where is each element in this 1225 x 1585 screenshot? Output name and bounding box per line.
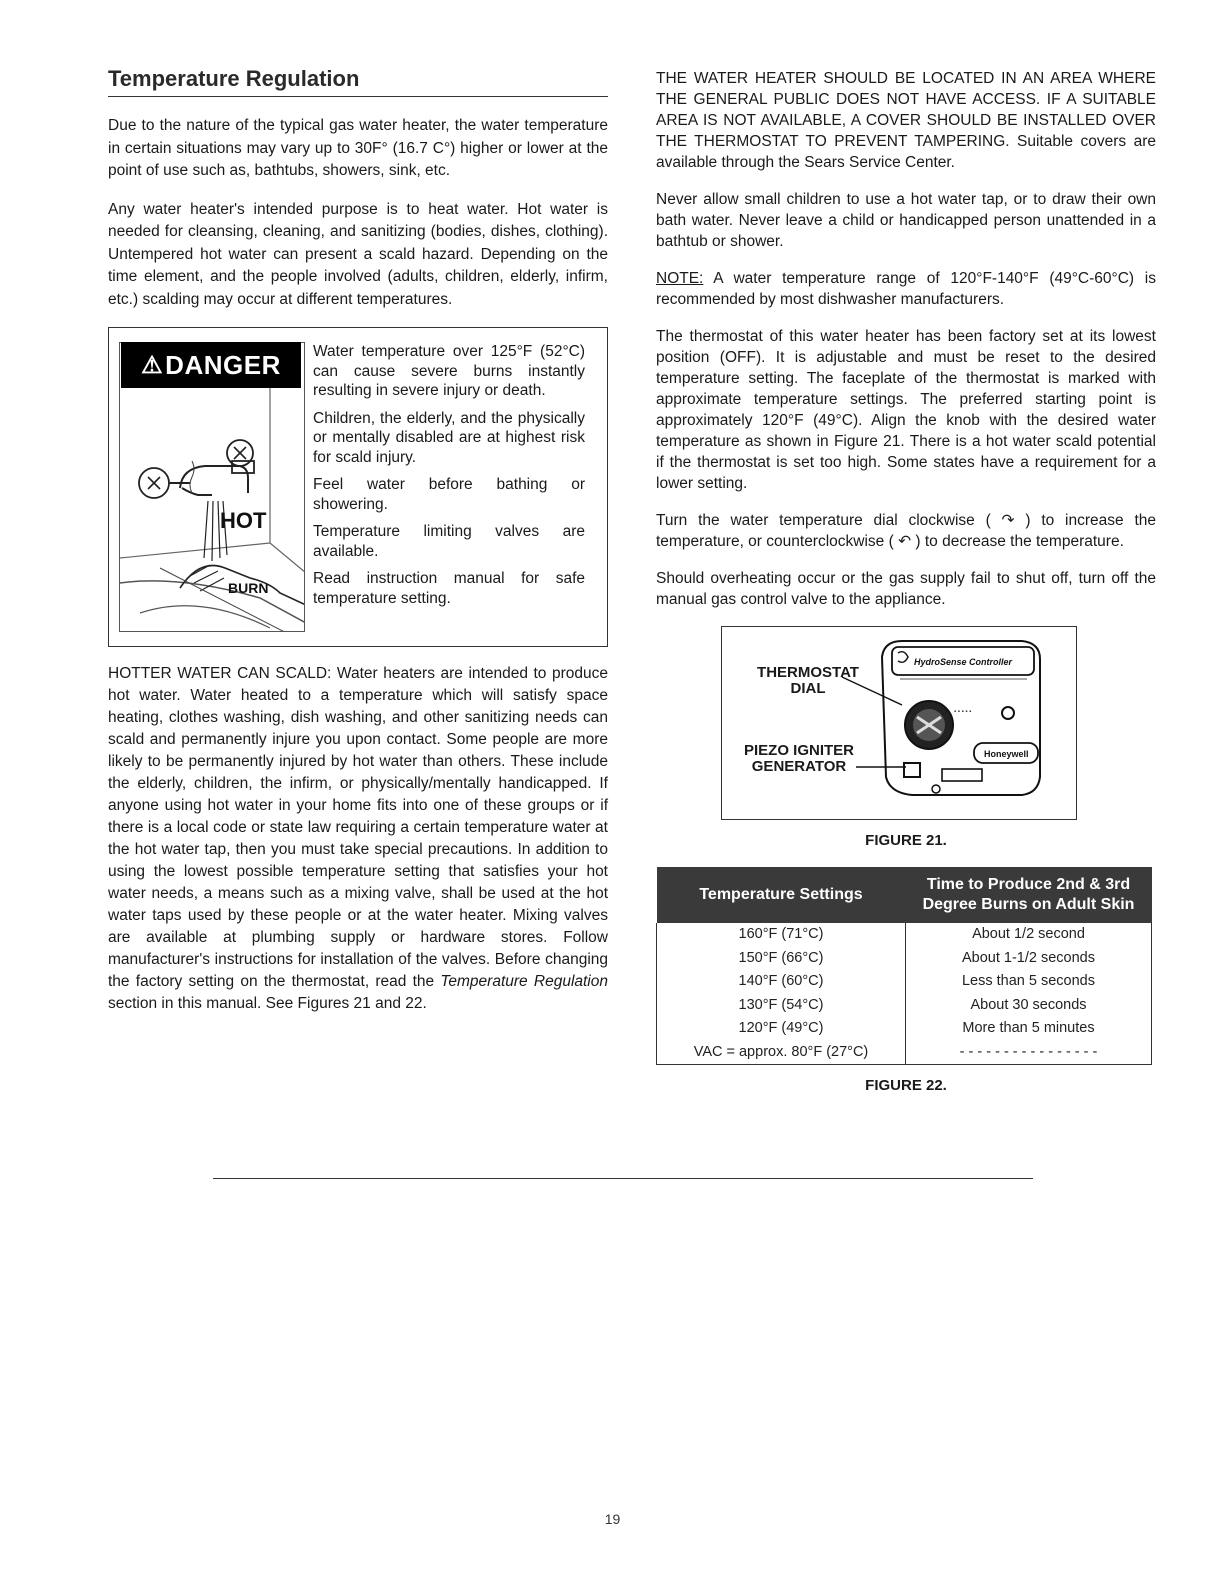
hot-label: HOT: [220, 508, 267, 533]
page-number: 19: [604, 1511, 621, 1527]
burn-time-table: [656, 867, 1152, 1065]
table-header-temperature: Temperature Settings: [657, 867, 906, 923]
table-cell: VAC = approx. 80°F (27°C): [657, 1041, 906, 1065]
left-column: [108, 66, 608, 1015]
section-reference: Temperature Regulation: [440, 973, 608, 990]
paragraph-location: [656, 68, 1156, 173]
table-cell: 160°F (71°C): [657, 923, 906, 947]
bottom-divider: [213, 1178, 1033, 1179]
table-cell: 150°F (66°C): [657, 947, 906, 971]
danger-item: Children, the elderly, and the physically or mentally disabled are at highest risk for scald injury.: [313, 409, 585, 466]
clockwise-arrow-icon: ↷: [990, 512, 1026, 529]
paragraph-dial-direction: [656, 510, 1156, 552]
danger-item: Temperature limiting valves are available.: [313, 523, 585, 560]
paragraph-note: [656, 268, 1156, 310]
table-cell: Less than 5 seconds: [906, 970, 1152, 994]
dial-text-a: Turn the water temperature dial clockwise (: [656, 512, 991, 529]
dial-text-c: ) to decrease the temperature.: [915, 533, 1124, 550]
table-cell: 120°F (49°C): [657, 1017, 906, 1041]
controller-brand-label: HydroSense Controller: [914, 657, 1013, 667]
note-text: A water temperature range of 120°F-140°F (49°C-60°C) is recommended by most dishwasher manufacturers.: [656, 270, 1156, 308]
figures-reference: section in this manual. See Figures 21 and 22.: [108, 995, 427, 1012]
danger-label: DANGER: [165, 349, 281, 380]
section-title: Temperature Regulation: [108, 66, 608, 97]
thermostat-controller-icon: [722, 627, 1075, 818]
table-cell: 130°F (54°C): [657, 994, 906, 1018]
danger-badge: [121, 342, 301, 388]
table-row: [657, 1017, 1152, 1041]
danger-warning-box: [108, 327, 608, 647]
figure-22-caption: FIGURE 22.: [865, 1077, 947, 1094]
danger-messages: [313, 342, 585, 616]
dial-text-b: ) to increase the temperature, or counterclockwise (: [656, 512, 1156, 550]
covers-note: Suitable covers are available through the Sears Service Center.: [656, 133, 1156, 171]
note-label: NOTE:: [656, 270, 704, 287]
svg-text:▪ ▪ ▪ ▪ ▪: ▪ ▪ ▪ ▪ ▪: [954, 709, 972, 715]
burn-label: BURN: [228, 580, 269, 596]
table-row: [657, 1041, 1152, 1065]
right-column: [656, 68, 1156, 1094]
paragraph-purpose: Any water heater's intended purpose is to heat water. Hot water is needed for cleansing, cleaning, and sanitizing (bodies, dishes, clothing). Untempered hot water can present a scald hazard. Depending on the time element, and the people involved (adults, children, elderly, infirm, etc.) scalding may occur at different temperatures.: [108, 200, 608, 308]
hotter-water-text: HOTTER WATER CAN SCALD: Water heaters are intended to produce hot water. Water heated to a temperature which will satisfy space heating, clothes washing, dish washing, and other sanitizing needs can scald and permanently injure you upon contact. Some people are more likely to be permanently injured by hot water than others. These include the elderly, children, the infirm, or physically/mentally handicapped. If anyone using hot water in your home fits into one of these groups or if there is a local code or state law requiring a certain temperature water at the hot water tap, then you must take special precautions. In addition to using the lowest possible temperature setting that satisfies your hot water needs, a means such as a mixing valve, shall be used at the hot water taps used by these people or at the water heater. Mixing valves are available at plumbing supply or hardware stores. Follow manufacturer's instructions for installation of the valves. Before changing the factory setting on the thermostat, read the: [108, 665, 608, 990]
figure-21-caption: FIGURE 21.: [865, 832, 947, 849]
honeywell-logo: Honeywell: [984, 749, 1029, 759]
table-cell: About 30 seconds: [906, 994, 1152, 1018]
table-row: [657, 947, 1152, 971]
table-row: [657, 923, 1152, 947]
table-cell: About 1/2 second: [906, 923, 1152, 947]
danger-item: Water temperature over 125°F (52°C) can cause severe burns instantly resulting in severe injury or death.: [313, 343, 585, 399]
paragraph-overheating: Should overheating occur or the gas supply fail to shut off, turn off the manual gas control valve to the appliance.: [656, 570, 1156, 608]
thermostat-dial-label: THERMOSTAT DIAL: [757, 664, 859, 697]
warning-triangle-icon: ⚠: [141, 351, 164, 379]
table-header-burn-time: Time to Produce 2nd & 3rd Degree Burns on Adult Skin: [906, 867, 1152, 923]
paragraph-children: Never allow small children to use a hot water tap, or to draw their own bath water. Never leave a child or handicapped person unattended in a bathtub or shower.: [656, 191, 1156, 250]
paragraph-thermostat: The thermostat of this water heater has been factory set at its lowest position (OFF). It is adjustable and must be reset to the desired temperature setting. The faceplate of the thermostat is marked with approximate temperature settings. The preferred starting point is approximately 120°F (49°C). Align the knob with the desired water temperature as shown in Figure 21. There is a hot water scald potential if the thermostat is set too high. Some states have a requirement for a lower setting.: [656, 328, 1156, 492]
table-cell: More than 5 minutes: [906, 1017, 1152, 1041]
figure-21-thermostat: [721, 626, 1077, 820]
danger-item: Feel water before bathing or showering.: [313, 476, 585, 513]
counterclockwise-arrow-icon: ↶: [893, 533, 916, 550]
table-cell: About 1-1/2 seconds: [906, 947, 1152, 971]
table-row: [657, 970, 1152, 994]
table-cell: 140°F (60°C): [657, 970, 906, 994]
location-warning: THE WATER HEATER SHOULD BE LOCATED IN AN AREA WHERE THE GENERAL PUBLIC DOES NOT HAVE ACCESS. IF A SUITABLE AREA IS NOT AVAILABLE, A COVER SHOULD BE INSTALLED OVER THE THERMOSTAT TO PREVENT TAMPERING.: [656, 70, 1156, 150]
piezo-igniter-label: PIEZO IGNITER GENERATOR: [744, 742, 855, 775]
paragraph-intro: Due to the nature of the typical gas water heater, the water temperature in certain situations may vary up to 30F° (16.7 C°) higher or lower at the point of use such as, bathtubs, showers, sink, etc.: [108, 117, 608, 179]
table-cell: - - - - - - - - - - - - - - - -: [906, 1041, 1152, 1065]
table-row: [657, 994, 1152, 1018]
danger-item: Read instruction manual for safe temperature setting.: [313, 570, 585, 607]
paragraph-hotter-water: [108, 663, 608, 1015]
